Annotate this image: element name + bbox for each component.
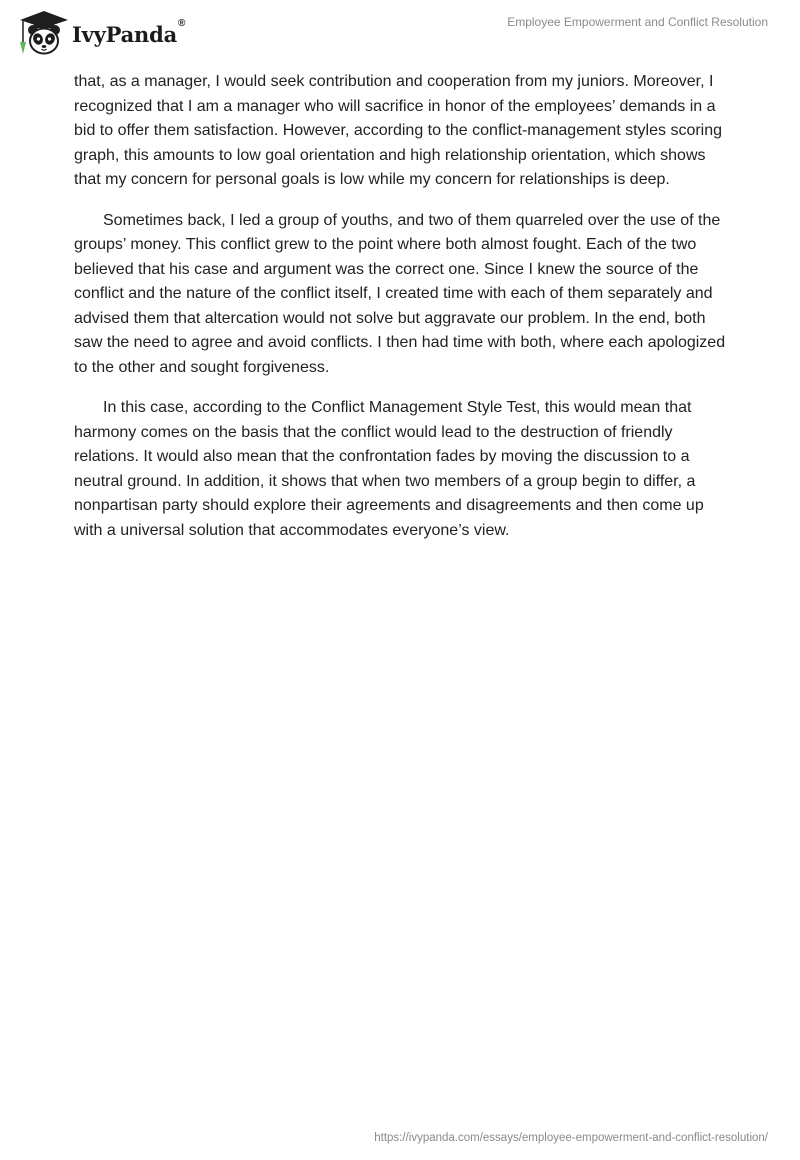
running-title: Employee Empowerment and Conflict Resolution (507, 15, 768, 29)
paragraph-continued: that, as a manager, I would seek contribution and cooperation from my juniors. Moreover, I recognized that I am a manager who will sacrifice in honor of the employees’ demands in a bid to offer them satisfaction. However, according to the conflict-management styles scoring graph, this amounts to low goal orientation and high relationship orientation, which shows that my concern for personal goals is low while my concern for relationships is deep. (74, 73, 723, 188)
logo-text: IvyPanda® (72, 17, 186, 47)
page-header (0, 0, 800, 70)
paragraph: Sometimes back, I led a group of youths, and two of them quarreled over the use of the groups’ money. This conflict grew to the point where both almost fought. Each of the two believed that his case and argument was the correct one. Since I knew the source of the conflict and the nature of the conflict itself, I created time with each of them separately and advised them that altercation would not solve but aggravate our problem. In the end, both saw the need to agree and avoid conflicts. I then had time with both, where each apologized to the other and sought forgiveness. (74, 211, 726, 376)
panda-graduate-icon (14, 8, 70, 58)
ivypanda-logo[interactable] (14, 8, 185, 58)
paragraph: In this case, according to the Conflict Management Style Test, this would mean that harmony comes on the basis that the conflict would lead to the destruction of friendly relations. It would also mean that the confrontation fades by moving the discussion to a neutral ground. In addition, it shows that when two members of a group begin to differ, a nonpartisan party should explore their agreements and disagreements and then come up with a universal solution that accommodates everyone’s view. (74, 399, 704, 539)
essay-body (74, 70, 726, 559)
footer-url[interactable]: https://ivypanda.com/essays/employee-empowerment-and-conflict-resolution/ (374, 1132, 768, 1144)
registered-mark: ® (178, 17, 186, 29)
